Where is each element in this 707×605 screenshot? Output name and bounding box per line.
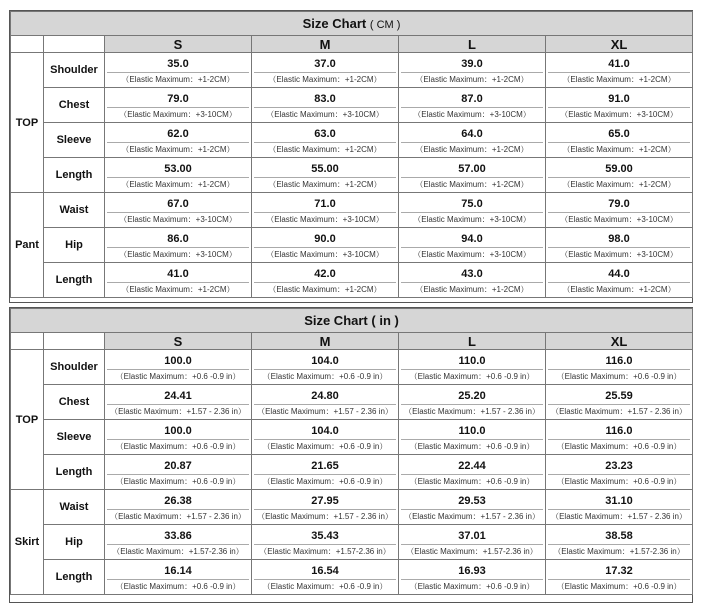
elastic-note: （Elastic Maximum：+0.6 -0.9 in） bbox=[262, 372, 388, 381]
size-cell bbox=[252, 263, 399, 298]
table-row bbox=[11, 350, 693, 385]
measure-label: Length bbox=[44, 455, 105, 490]
elastic-note: （Elastic Maximum：+1-2CM） bbox=[562, 285, 676, 294]
measurement-value: 83.0 bbox=[314, 93, 336, 105]
cell-divider bbox=[548, 72, 690, 87]
elastic-note: （Elastic Maximum：+1.57-2.36 in） bbox=[112, 547, 244, 556]
cell-divider bbox=[401, 177, 543, 192]
measurement-value: 37.01 bbox=[458, 530, 486, 542]
measurement-value: 104.0 bbox=[311, 425, 339, 437]
cell-divider bbox=[107, 474, 249, 489]
cell-divider bbox=[107, 282, 249, 297]
size-cell bbox=[546, 350, 693, 385]
measurement-value: 91.0 bbox=[608, 93, 630, 105]
cell-divider bbox=[254, 404, 396, 419]
cell-divider bbox=[401, 142, 543, 157]
measurement-value: 20.87 bbox=[164, 460, 192, 472]
elastic-note: （Elastic Maximum：+1-2CM） bbox=[562, 180, 676, 189]
elastic-note: （Elastic Maximum：+1.57 - 2.36 in） bbox=[257, 512, 393, 521]
table-row bbox=[11, 123, 693, 158]
group-label: TOP bbox=[11, 350, 44, 490]
elastic-note: （Elastic Maximum：+1-2CM） bbox=[415, 75, 529, 84]
measure-label: Length bbox=[44, 263, 105, 298]
size-cell bbox=[546, 123, 693, 158]
cell-divider bbox=[254, 544, 396, 559]
elastic-note: （Elastic Maximum：+1.57 - 2.36 in） bbox=[110, 512, 246, 521]
elastic-note: （Elastic Maximum：+3-10CM） bbox=[119, 215, 237, 224]
elastic-note: （Elastic Maximum：+1.57 - 2.36 in） bbox=[551, 512, 687, 521]
cell-divider bbox=[107, 404, 249, 419]
elastic-note: （Elastic Maximum：+3-10CM） bbox=[560, 215, 678, 224]
elastic-note: （Elastic Maximum：+0.6 -0.9 in） bbox=[409, 477, 535, 486]
measure-label: Hip bbox=[44, 525, 105, 560]
corner-cell bbox=[44, 36, 105, 53]
measurement-value: 62.0 bbox=[167, 128, 189, 140]
size-cell bbox=[105, 53, 252, 88]
cell-divider bbox=[254, 142, 396, 157]
cell-divider bbox=[401, 369, 543, 384]
measurement-value: 90.0 bbox=[314, 233, 336, 245]
cell-divider bbox=[548, 107, 690, 122]
measurement-value: 53.00 bbox=[164, 163, 192, 175]
cell-divider bbox=[254, 439, 396, 454]
cell-divider bbox=[107, 509, 249, 524]
size-cell bbox=[105, 350, 252, 385]
measurement-value: 79.0 bbox=[608, 198, 630, 210]
measurement-value: 57.00 bbox=[458, 163, 486, 175]
table-row bbox=[11, 158, 693, 193]
measurement-value: 41.0 bbox=[608, 58, 630, 70]
measurement-value: 55.00 bbox=[311, 163, 339, 175]
cell-divider bbox=[548, 369, 690, 384]
cell-divider bbox=[107, 369, 249, 384]
measurement-value: 31.10 bbox=[605, 495, 633, 507]
size-header: XL bbox=[546, 333, 693, 350]
measure-label: Sleeve bbox=[44, 123, 105, 158]
cell-divider bbox=[548, 404, 690, 419]
elastic-note: （Elastic Maximum：+1-2CM） bbox=[121, 285, 235, 294]
size-cell bbox=[252, 350, 399, 385]
measurement-value: 42.0 bbox=[314, 268, 336, 280]
cell-divider bbox=[401, 212, 543, 227]
size-header: S bbox=[105, 333, 252, 350]
size-cell bbox=[252, 490, 399, 525]
measure-label: Length bbox=[44, 158, 105, 193]
cell-divider bbox=[254, 72, 396, 87]
size-cell bbox=[105, 193, 252, 228]
cell-divider bbox=[401, 282, 543, 297]
size-cell bbox=[252, 525, 399, 560]
chart-title bbox=[11, 309, 693, 333]
measurement-value: 16.14 bbox=[164, 565, 192, 577]
measurement-value: 116.0 bbox=[605, 355, 633, 367]
elastic-note: （Elastic Maximum：+3-10CM） bbox=[413, 110, 531, 119]
measurement-value: 86.0 bbox=[167, 233, 189, 245]
size-cell bbox=[399, 88, 546, 123]
measurement-value: 87.0 bbox=[461, 93, 483, 105]
size-cell bbox=[399, 193, 546, 228]
measure-label: Shoulder bbox=[44, 350, 105, 385]
size-header: XL bbox=[546, 36, 693, 53]
elastic-note: （Elastic Maximum：+1-2CM） bbox=[415, 145, 529, 154]
size-cell bbox=[105, 455, 252, 490]
elastic-note: （Elastic Maximum：+1-2CM） bbox=[268, 75, 382, 84]
measurement-value: 24.80 bbox=[311, 390, 339, 402]
elastic-note: （Elastic Maximum：+3-10CM） bbox=[266, 110, 384, 119]
measurement-value: 41.0 bbox=[167, 268, 189, 280]
size-cell bbox=[546, 228, 693, 263]
cell-divider bbox=[254, 474, 396, 489]
measurement-value: 75.0 bbox=[461, 198, 483, 210]
cell-divider bbox=[548, 282, 690, 297]
elastic-note: （Elastic Maximum：+3-10CM） bbox=[119, 110, 237, 119]
table-row bbox=[11, 263, 693, 298]
cell-divider bbox=[548, 247, 690, 262]
elastic-note: （Elastic Maximum：+1.57-2.36 in） bbox=[259, 547, 391, 556]
elastic-note: （Elastic Maximum：+1-2CM） bbox=[562, 75, 676, 84]
elastic-note: （Elastic Maximum：+1.57 - 2.36 in） bbox=[110, 407, 246, 416]
measurement-value: 22.44 bbox=[458, 460, 486, 472]
size-header: L bbox=[399, 36, 546, 53]
measurement-value: 16.54 bbox=[311, 565, 339, 577]
measure-label: Shoulder bbox=[44, 53, 105, 88]
size-cell bbox=[399, 263, 546, 298]
cell-divider bbox=[548, 439, 690, 454]
measurement-value: 27.95 bbox=[311, 495, 339, 507]
measurement-value: 25.59 bbox=[605, 390, 633, 402]
table-row bbox=[11, 228, 693, 263]
size-cell bbox=[546, 53, 693, 88]
elastic-note: （Elastic Maximum：+0.6 -0.9 in） bbox=[262, 582, 388, 591]
measurement-value: 104.0 bbox=[311, 355, 339, 367]
corner-cell bbox=[44, 333, 105, 350]
chart-unit: ( in ) bbox=[371, 313, 399, 328]
size-header: M bbox=[252, 36, 399, 53]
measurement-value: 25.20 bbox=[458, 390, 486, 402]
size-table bbox=[10, 11, 693, 298]
corner-cell bbox=[11, 333, 44, 350]
size-cell bbox=[399, 560, 546, 595]
size-cell bbox=[105, 263, 252, 298]
size-cell bbox=[546, 420, 693, 455]
measure-label: Waist bbox=[44, 193, 105, 228]
elastic-note: （Elastic Maximum：+0.6 -0.9 in） bbox=[409, 372, 535, 381]
elastic-note: （Elastic Maximum：+0.6 -0.9 in） bbox=[556, 477, 682, 486]
measurement-value: 29.53 bbox=[458, 495, 486, 507]
cell-divider bbox=[548, 474, 690, 489]
cell-divider bbox=[401, 579, 543, 594]
elastic-note: （Elastic Maximum：+3-10CM） bbox=[266, 215, 384, 224]
measurement-value: 24.41 bbox=[164, 390, 192, 402]
elastic-note: （Elastic Maximum：+0.6 -0.9 in） bbox=[115, 442, 241, 451]
elastic-note: （Elastic Maximum：+3-10CM） bbox=[413, 215, 531, 224]
elastic-note: （Elastic Maximum：+1-2CM） bbox=[268, 145, 382, 154]
measurement-value: 43.0 bbox=[461, 268, 483, 280]
size-cell bbox=[105, 420, 252, 455]
elastic-note: （Elastic Maximum：+0.6 -0.9 in） bbox=[115, 372, 241, 381]
measurement-value: 26.38 bbox=[164, 495, 192, 507]
measurement-value: 39.0 bbox=[461, 58, 483, 70]
measure-label: Waist bbox=[44, 490, 105, 525]
chart-title-text: Size Chart bbox=[304, 313, 368, 328]
size-cell bbox=[105, 560, 252, 595]
corner-cell bbox=[11, 36, 44, 53]
chart-unit: ( CM ) bbox=[369, 19, 401, 31]
cell-divider bbox=[107, 212, 249, 227]
cell-divider bbox=[401, 544, 543, 559]
measurement-value: 65.0 bbox=[608, 128, 630, 140]
measurement-value: 79.0 bbox=[167, 93, 189, 105]
size-cell bbox=[399, 490, 546, 525]
cell-divider bbox=[548, 544, 690, 559]
table-row bbox=[11, 53, 693, 88]
chart-title bbox=[11, 12, 693, 36]
elastic-note: （Elastic Maximum：+1-2CM） bbox=[121, 75, 235, 84]
size-cell bbox=[399, 228, 546, 263]
elastic-note: （Elastic Maximum：+1-2CM） bbox=[268, 180, 382, 189]
cell-divider bbox=[548, 579, 690, 594]
elastic-note: （Elastic Maximum：+0.6 -0.9 in） bbox=[556, 582, 682, 591]
size-cell bbox=[105, 123, 252, 158]
cell-divider bbox=[548, 177, 690, 192]
measurement-value: 23.23 bbox=[605, 460, 633, 472]
measurement-value: 71.0 bbox=[314, 198, 336, 210]
table-row bbox=[11, 455, 693, 490]
measurement-value: 116.0 bbox=[605, 425, 633, 437]
size-cell bbox=[399, 350, 546, 385]
elastic-note: （Elastic Maximum：+1.57 - 2.36 in） bbox=[257, 407, 393, 416]
table-row bbox=[11, 490, 693, 525]
elastic-note: （Elastic Maximum：+3-10CM） bbox=[266, 250, 384, 259]
elastic-note: （Elastic Maximum：+0.6 -0.9 in） bbox=[556, 442, 682, 451]
elastic-note: （Elastic Maximum：+0.6 -0.9 in） bbox=[409, 442, 535, 451]
elastic-note: （Elastic Maximum：+0.6 -0.9 in） bbox=[262, 442, 388, 451]
cell-divider bbox=[548, 509, 690, 524]
measurement-value: 16.93 bbox=[458, 565, 486, 577]
measure-label: Chest bbox=[44, 88, 105, 123]
group-label: TOP bbox=[11, 53, 44, 193]
measure-label: Sleeve bbox=[44, 420, 105, 455]
size-cell bbox=[399, 385, 546, 420]
size-cell bbox=[546, 158, 693, 193]
cell-divider bbox=[107, 544, 249, 559]
elastic-note: （Elastic Maximum：+1.57-2.36 in） bbox=[553, 547, 685, 556]
size-cell bbox=[399, 420, 546, 455]
measurement-value: 94.0 bbox=[461, 233, 483, 245]
cell-divider bbox=[254, 579, 396, 594]
cell-divider bbox=[548, 212, 690, 227]
measure-label: Hip bbox=[44, 228, 105, 263]
size-cell bbox=[546, 385, 693, 420]
measurement-value: 100.0 bbox=[164, 355, 192, 367]
size-cell bbox=[105, 158, 252, 193]
size-cell bbox=[252, 560, 399, 595]
size-cell bbox=[399, 525, 546, 560]
size-header: L bbox=[399, 333, 546, 350]
measurement-value: 35.0 bbox=[167, 58, 189, 70]
measurement-value: 59.00 bbox=[605, 163, 633, 175]
cell-divider bbox=[254, 369, 396, 384]
cell-divider bbox=[107, 579, 249, 594]
table-row bbox=[11, 88, 693, 123]
measurement-value: 33.86 bbox=[164, 530, 192, 542]
measure-label: Length bbox=[44, 560, 105, 595]
cell-divider bbox=[401, 404, 543, 419]
size-cell bbox=[105, 385, 252, 420]
measurement-value: 38.58 bbox=[605, 530, 633, 542]
elastic-note: （Elastic Maximum：+1.57 - 2.36 in） bbox=[404, 512, 540, 521]
measurement-value: 17.32 bbox=[605, 565, 633, 577]
measurement-value: 67.0 bbox=[167, 198, 189, 210]
measurement-value: 110.0 bbox=[458, 355, 486, 367]
group-label: Pant bbox=[11, 193, 44, 298]
size-cell bbox=[105, 228, 252, 263]
elastic-note: （Elastic Maximum：+1-2CM） bbox=[121, 180, 235, 189]
cell-divider bbox=[254, 212, 396, 227]
size-cell bbox=[252, 158, 399, 193]
elastic-note: （Elastic Maximum：+1.57-2.36 in） bbox=[406, 547, 538, 556]
measurement-value: 44.0 bbox=[608, 268, 630, 280]
table-row bbox=[11, 193, 693, 228]
elastic-note: （Elastic Maximum：+1-2CM） bbox=[562, 145, 676, 154]
size-chart-in bbox=[9, 307, 693, 603]
group-label: Skirt bbox=[11, 490, 44, 595]
size-cell bbox=[252, 228, 399, 263]
measurement-value: 63.0 bbox=[314, 128, 336, 140]
elastic-note: （Elastic Maximum：+3-10CM） bbox=[119, 250, 237, 259]
size-cell bbox=[399, 53, 546, 88]
measurement-value: 37.0 bbox=[314, 58, 336, 70]
measurement-value: 35.43 bbox=[311, 530, 339, 542]
elastic-note: （Elastic Maximum：+0.6 -0.9 in） bbox=[115, 477, 241, 486]
cell-divider bbox=[401, 72, 543, 87]
table-row bbox=[11, 420, 693, 455]
cell-divider bbox=[401, 247, 543, 262]
measurement-value: 64.0 bbox=[461, 128, 483, 140]
size-cell bbox=[546, 560, 693, 595]
size-cell bbox=[252, 193, 399, 228]
elastic-note: （Elastic Maximum：+3-10CM） bbox=[560, 110, 678, 119]
elastic-note: （Elastic Maximum：+1-2CM） bbox=[268, 285, 382, 294]
size-cell bbox=[546, 490, 693, 525]
size-cell bbox=[252, 420, 399, 455]
chart-title-text: Size Chart bbox=[302, 16, 367, 31]
cell-divider bbox=[107, 142, 249, 157]
elastic-note: （Elastic Maximum：+0.6 -0.9 in） bbox=[556, 372, 682, 381]
size-header: S bbox=[105, 36, 252, 53]
cell-divider bbox=[254, 282, 396, 297]
measurement-value: 98.0 bbox=[608, 233, 630, 245]
size-cell bbox=[546, 263, 693, 298]
cell-divider bbox=[401, 474, 543, 489]
elastic-note: （Elastic Maximum：+3-10CM） bbox=[413, 250, 531, 259]
measurement-value: 110.0 bbox=[458, 425, 486, 437]
elastic-note: （Elastic Maximum：+1.57 - 2.36 in） bbox=[551, 407, 687, 416]
cell-divider bbox=[107, 247, 249, 262]
size-chart-cm bbox=[9, 10, 693, 303]
size-cell bbox=[546, 193, 693, 228]
size-cell bbox=[252, 53, 399, 88]
size-table bbox=[10, 308, 693, 595]
size-cell bbox=[399, 123, 546, 158]
size-cell bbox=[105, 525, 252, 560]
cell-divider bbox=[401, 439, 543, 454]
size-cell bbox=[105, 88, 252, 123]
size-cell bbox=[546, 88, 693, 123]
size-cell bbox=[252, 123, 399, 158]
elastic-note: （Elastic Maximum：+1-2CM） bbox=[121, 145, 235, 154]
measurement-value: 100.0 bbox=[164, 425, 192, 437]
elastic-note: （Elastic Maximum：+3-10CM） bbox=[560, 250, 678, 259]
size-cell bbox=[546, 525, 693, 560]
table-row bbox=[11, 525, 693, 560]
elastic-note: （Elastic Maximum：+0.6 -0.9 in） bbox=[115, 582, 241, 591]
table-row bbox=[11, 560, 693, 595]
elastic-note: （Elastic Maximum：+0.6 -0.9 in） bbox=[262, 477, 388, 486]
cell-divider bbox=[401, 509, 543, 524]
cell-divider bbox=[107, 177, 249, 192]
size-cell bbox=[252, 385, 399, 420]
cell-divider bbox=[401, 107, 543, 122]
cell-divider bbox=[254, 177, 396, 192]
measurement-value: 21.65 bbox=[311, 460, 339, 472]
measure-label: Chest bbox=[44, 385, 105, 420]
cell-divider bbox=[107, 107, 249, 122]
elastic-note: （Elastic Maximum：+1-2CM） bbox=[415, 285, 529, 294]
elastic-note: （Elastic Maximum：+0.6 -0.9 in） bbox=[409, 582, 535, 591]
cell-divider bbox=[548, 142, 690, 157]
table-row bbox=[11, 385, 693, 420]
elastic-note: （Elastic Maximum：+1.57 - 2.36 in） bbox=[404, 407, 540, 416]
size-cell bbox=[252, 455, 399, 490]
cell-divider bbox=[254, 107, 396, 122]
size-cell bbox=[399, 455, 546, 490]
elastic-note: （Elastic Maximum：+1-2CM） bbox=[415, 180, 529, 189]
cell-divider bbox=[107, 72, 249, 87]
size-cell bbox=[399, 158, 546, 193]
size-cell bbox=[546, 455, 693, 490]
cell-divider bbox=[254, 247, 396, 262]
cell-divider bbox=[107, 439, 249, 454]
size-cell bbox=[252, 88, 399, 123]
size-cell bbox=[105, 490, 252, 525]
size-header: M bbox=[252, 333, 399, 350]
cell-divider bbox=[254, 509, 396, 524]
